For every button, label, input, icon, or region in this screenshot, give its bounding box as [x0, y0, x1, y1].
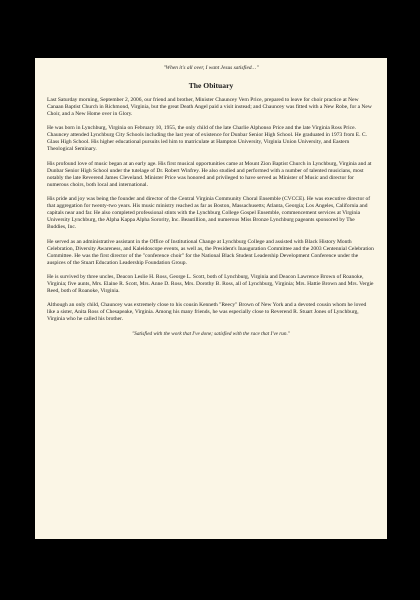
paragraph-choral-ensemble: His pride and joy was being the founder and director of the Central Virginia Community Choral Ensemble (CVCCE). He was executive director of that aggregation for twenty-two years. His music ministry reached as far as Boston, Massachusetts; Atlanta, Georgia; Los Angeles, California and capitals near and far. He also completed professional stints with the Lynchburg College Gospel Ensemble, commencement services at Virginia University Lynchburg, the Alpha Kappa Alpha Sorority, Inc. Beautillion, and numerous Miss Bronze Lynchburg pageants sponsored by The Buddies, Inc.	[47, 196, 371, 231]
paragraph-death: Last Saturday morning, September 2, 2006, our friend and brother, Minister Chauncey Vern Price, prepared to leave for choir practice at New Canaan Baptist Church in Richmond, Virginia, but the great Death Angel paid a visit instead; and Chauncey was fitted with a New Robe, for a New Choir, and a New Home over in Glory.	[47, 97, 372, 118]
epigraph: "When it's all over, I want Jesus satisfied…"	[163, 65, 259, 71]
paragraph-music: His profound love of music began at an early age. His first musical opportunities came at Mount Zion Baptist Church in Lynchburg, Virginia and at Dunbar Senior High School under the tutelage of Dr. Robert Winfrey. He also studied and performed with a number of talented musicians, most notably the late Reverend James Cleveland. Minister Price was honored and privileged to have served as Minister of Music and director for numerous choirs, both local and international.	[47, 160, 372, 188]
closing-quote: "Satisfied with the work that I've done; satisfied with the race that I've run."	[132, 330, 290, 337]
document-page	[35, 58, 387, 539]
paragraph-family-friends: Although an only child, Chauncey was extremely close to his cousin Kenneth "Reecy" Brown of New York and a devoted cousin whom he loved like a sister, Anita Ross of Chesapeake, Virginia. Among his many friends, he was especially close to Reverend R. Stuart Jones of Lynchburg, Virginia who he called his brother.	[47, 302, 367, 323]
paragraph-career: He served as an administrative assistant in the Office of Institutional Change at Lynchburg College and assisted with Black History Month Celebration, Diversity Awareness, and Kaleidoscope events, as well as, the President's Inauguration Committee and the 2003 Centennial Celebration Committee. He was the first director of the "conference choir" for the National Black Student Leadership Development Conference under the auspices of the Stuart Education Leadership Foundation Group.	[47, 238, 374, 266]
paragraph-survivors: He is survived by three uncles, Deacon Leslie H. Ross, George L. Scott, both of Lynchburg, Virginia and Deacon Lawrence Brown of Roanoke, Virginia; five aunts, Mrs. Elaine R. Scott, Mrs. Anne D. Ross, Mrs. Dorothy B. Ross, all of Lynchburg, Virginia; Mrs. Hattie Brown and Mrs. Vergie Reed, both of Roanoke, Virginia.	[47, 273, 374, 294]
paragraph-birth-education: He was born in Lynchburg, Virginia on February 10, 1955, the only child of the late Charlie Alphonso Price and the late Virginia Ross Price. Chauncey attended Lynchburg City Schools including the last year of existence for Dunbar Senior High School. He graduated in 1973 from E. C. Glass High School. His higher educational pursuits led him to matriculate at Hampton University, Virginia Union University, and Eastern Theological Seminary.	[47, 125, 367, 153]
page-title: The Obituary	[188, 81, 234, 90]
